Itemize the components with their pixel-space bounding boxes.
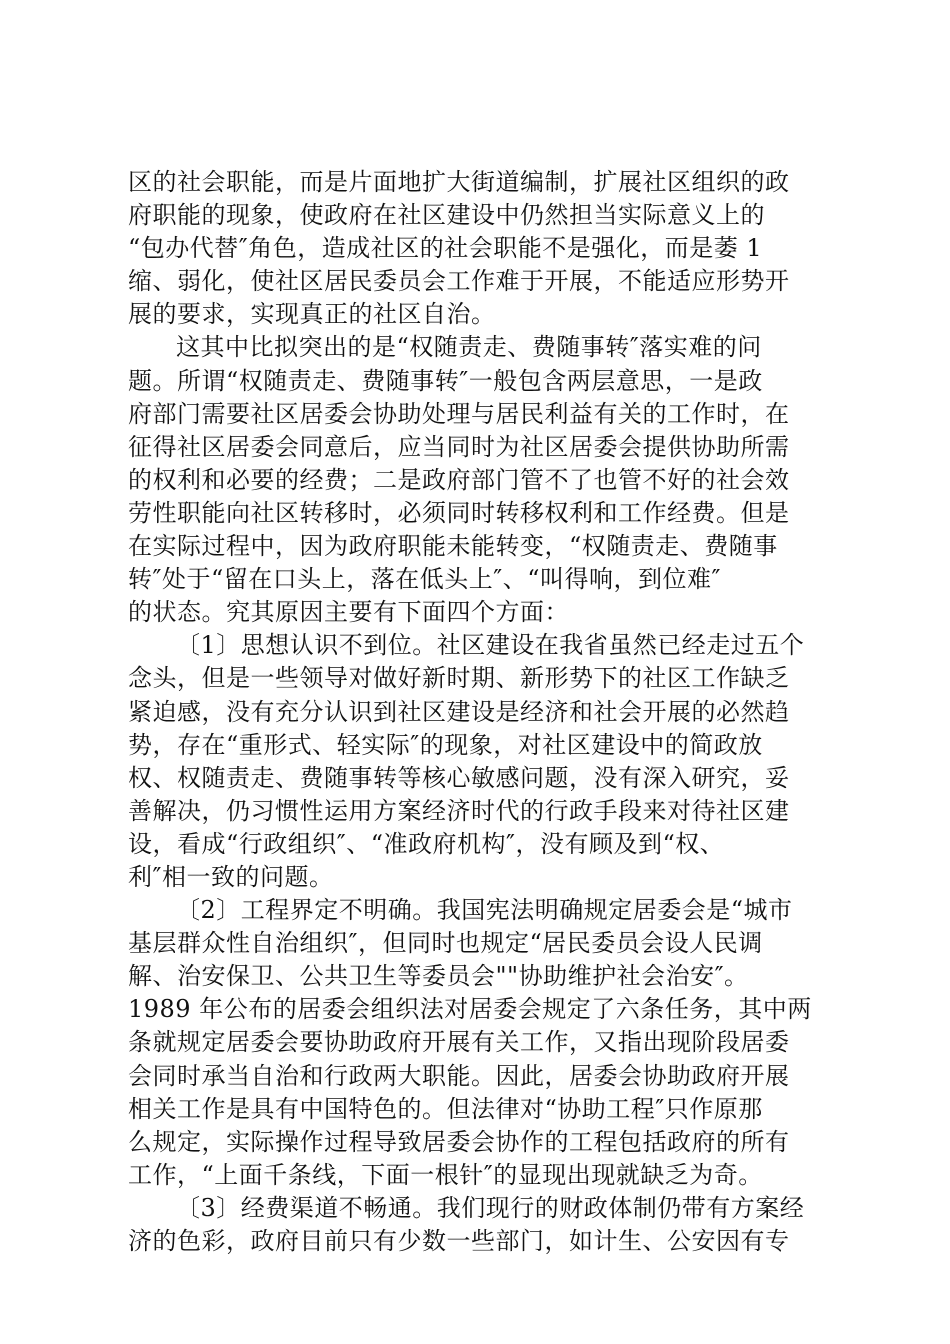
text-line: 利″相一致的问题。 xyxy=(128,862,334,891)
text-line: 济的色彩，政府目前只有少数一些部门，如计生、公安因有专 xyxy=(128,1227,790,1255)
text-line: 么规定，实际操作过程导致居委会协作的工程包括政府的所有 xyxy=(128,1127,790,1156)
text-line: 府职能的现象，使政府在社区建设中仍然担当实际意义上的 xyxy=(128,201,765,230)
paragraph-start-line: 〔3〕经费渠道不畅通。我们现行的财政体制仍带有方案经 xyxy=(176,1193,805,1222)
body-text xyxy=(128,166,848,1258)
text-line: 权、权随责走、费随事转等核心敏感问题，没有深入研究，妥 xyxy=(128,763,790,792)
text-line: 征得社区居委会同意后，应当同时为社区居委会提供协助所需 xyxy=(128,432,790,461)
text-line: 势，存在“重形式、轻实际″的现象，对社区建设中的简政放 xyxy=(128,730,763,759)
text-line: 的权利和必要的经费；二是政府部门管不了也管不好的社会效 xyxy=(128,465,790,494)
text-line: 题。所谓“权随责走、费随事转″一般包含两层意思，一是政 xyxy=(128,366,763,395)
paragraph-start-line: 〔1〕思想认识不到位。社区建设在我省虽然已经走过五个 xyxy=(176,631,805,660)
text-line: 条就规定居委会要协助政府开展有关工作，又指出现阶段居委 xyxy=(128,1028,790,1057)
text-line: 劳性职能向社区转移时，必须同时转移权利和工作经费。但是 xyxy=(128,498,790,527)
text-line: 转″处于“留在口头上，落在低头上″、“叫得响，到位难″ xyxy=(128,565,721,594)
text-line: 的状态。究其原因主要有下面四个方面： xyxy=(128,598,569,627)
text-line: 解、治安保卫、公共卫生等委员会""协助维护社会治安″。 xyxy=(128,962,749,991)
text-line: 基层群众性自治组织″，但同时也规定“居民委员会设人民调 xyxy=(128,929,763,958)
text-line: 缩、弱化，使社区居民委员会工作难于开展，不能适应形势开 xyxy=(128,267,790,296)
text-line: “包办代替″角色，造成社区的社会职能不是强化，而是萎 1 xyxy=(128,234,763,263)
text-line: 会同时承当自治和行政两大职能。因此，居委会协助政府开展 xyxy=(128,1061,790,1090)
text-line: 展的要求，实现真正的社区自治。 xyxy=(128,300,496,329)
text-line: 紧迫感，没有充分认识到社区建设是经济和社会开展的必然趋 xyxy=(128,697,790,726)
text-line: 设，看成“行政组织″、“准政府机构″，没有顾及到“权、 xyxy=(128,829,725,858)
text-line: 相关工作是具有中国特色的。但法律对“协助工程″只作原那 xyxy=(128,1094,763,1123)
paragraph-start-line: 〔2〕工程界定不明确。我国宪法明确规定居委会是“城市 xyxy=(176,896,793,925)
text-line: 在实际过程中，因为政府职能未能转变，“权随责走、费随事 xyxy=(128,532,778,561)
text-line: 府部门需要社区居委会协助处理与居民利益有关的工作时，在 xyxy=(128,399,790,428)
paragraph-start-line: 这其中比拟突出的是“权随责走、费随事转″落实难的问 xyxy=(176,333,762,362)
text-line: 1989 年公布的居委会组织法对居委会规定了六条任务，其中两 xyxy=(128,995,812,1024)
text-line: 区的社会职能，而是片面地扩大街道编制，扩展社区组织的政 xyxy=(128,168,790,196)
text-line: 善解决，仍习惯性运用方案经济时代的行政手段来对待社区建 xyxy=(128,796,790,825)
text-line: 念头，但是一些领导对做好新时期、新形势下的社区工作缺乏 xyxy=(128,664,790,693)
text-line: 工作，“上面千条线，下面一根针″的显现出现就缺乏为奇。 xyxy=(128,1160,763,1189)
